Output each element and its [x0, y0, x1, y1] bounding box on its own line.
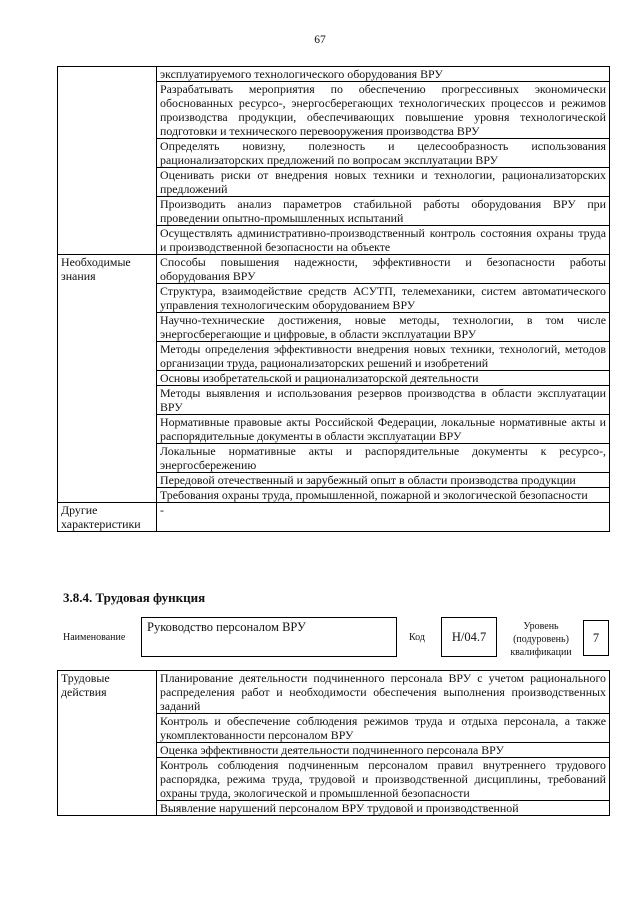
row-text-cell: [157, 82, 610, 139]
table-row: [58, 503, 610, 532]
labor-actions-table: [57, 670, 610, 816]
row-label-cell: [58, 503, 157, 532]
row-label: Другие характеристики: [61, 503, 141, 531]
row-text-cell: [157, 226, 610, 255]
row-text-cell: [157, 473, 610, 488]
row-text-cell: [157, 743, 610, 758]
row-text: Выявление нарушений персоналом ВРУ трудовой и производственной: [160, 801, 519, 815]
row-text: Научно-технические достижения, новые методы, технологии, в том числе энергосберегающие и цифровые, в области эксплуатации ВРУ: [160, 313, 606, 341]
row-text-cell: [157, 139, 610, 168]
row-text: Оценивать риски от внедрения новых техники и технологии, рационализаторских предложений: [160, 168, 606, 196]
row-text-cell: [157, 197, 610, 226]
row-text-cell: [157, 444, 610, 473]
table-row: [58, 255, 610, 284]
row-text-cell: [157, 168, 610, 197]
row-text-cell: [157, 255, 610, 284]
table-row: [58, 67, 610, 82]
row-text: Производить анализ параметров стабильной работы оборудования ВРУ при проведении опытно-промышленных испытаний: [160, 197, 606, 225]
row-text-cell: [157, 671, 610, 714]
row-text-cell: [157, 313, 610, 342]
level-value: 7: [583, 620, 609, 656]
level-label: Уровень (подуровень) квалификации: [510, 621, 572, 658]
code-label: Код: [409, 632, 425, 643]
row-text-cell: [157, 503, 610, 532]
row-text: Планирование деятельности подчиненного персонала ВРУ с учетом рационального распределения работ и необходимости обеспечения выполнения производственных заданий: [160, 671, 606, 713]
row-text: Передовой отечественный и зарубежный опыт в области производства продукции: [160, 473, 576, 487]
row-label-cell: [58, 671, 157, 816]
name-value: Руководство персоналом ВРУ: [141, 617, 397, 657]
row-text-cell: [157, 801, 610, 816]
row-text: Методы определения эффективности внедрения новых техники, технологий, методов организации труда, рационализаторских решений и изобретений: [160, 342, 606, 370]
code-value: H/04.7: [441, 617, 497, 657]
row-text: Контроль соблюдения подчиненным персоналом правил внутреннего трудового распорядка, режима труда, трудовой и производственной дисциплины, требований охраны труда, экологической и промышленной безопасности: [160, 758, 606, 800]
row-label-cell: [58, 255, 157, 503]
row-text: Способы повышения надежности, эффективности и безопасности работы оборудования ВРУ: [160, 255, 606, 283]
row-label-cell: [58, 67, 157, 255]
table-row: [58, 671, 610, 714]
row-label: Необходимые знания: [61, 255, 131, 283]
row-text-cell: [157, 488, 610, 503]
row-text: Определять новизну, полезность и целесообразность использования рационализаторских предложений по вопросам эксплуатации ВРУ: [160, 139, 606, 167]
row-text: Структура, взаимодействие средств АСУТП, телемеханики, систем автоматического управления технологическим оборудованием ВРУ: [160, 284, 606, 312]
row-text: -: [160, 503, 164, 517]
row-text: Оценка эффективности деятельности подчиненного персонала ВРУ: [160, 743, 504, 757]
row-text: Методы выявления и использования резервов производства в области эксплуатации ВРУ: [160, 386, 606, 414]
name-label: Наименование: [63, 632, 126, 643]
row-text: Локальные нормативные акты и распорядительные документы к ресурсо-, энергосбережению: [160, 444, 606, 472]
section-title: 3.8.4. Трудовая функция: [63, 590, 206, 605]
row-text-cell: [157, 758, 610, 801]
row-text: Нормативные правовые акты Российской Федерации, локальные нормативные акты и распорядительные документы в области эксплуатации ВРУ: [160, 415, 606, 443]
row-text-cell: [157, 714, 610, 743]
row-text-cell: [157, 371, 610, 386]
row-label: Трудовые действия: [61, 671, 110, 699]
row-text-cell: [157, 67, 610, 82]
row-text-cell: [157, 415, 610, 444]
row-text-cell: [157, 386, 610, 415]
row-text: Разрабатывать мероприятия по обеспечению прогрессивных экономически обоснованных ресурсо-, энергосберегающих технологических процессов и режимов производства продукции, обеспечивающих повышение уровня технологической подготовки и технического перевооружения производства ВРУ: [160, 82, 606, 138]
row-text: Основы изобретательской и рационализаторской деятельности: [160, 371, 479, 385]
page-number: 67: [314, 34, 326, 46]
row-text: Требования охраны труда, промышленной, пожарной и экологической безопасности: [160, 488, 588, 502]
row-text: Контроль и обеспечение соблюдения режимов труда и отдыха персонала, а также укомплектованности персоналом ВРУ: [160, 714, 606, 742]
row-text-cell: [157, 342, 610, 371]
row-text: Осуществлять административно-производственный контроль состояния охраны труда и производственной безопасности на объекте: [160, 226, 606, 254]
skills-knowledge-table: [57, 66, 610, 532]
row-text-cell: [157, 284, 610, 313]
row-text: эксплуатируемого технологического оборудования ВРУ: [160, 67, 443, 81]
